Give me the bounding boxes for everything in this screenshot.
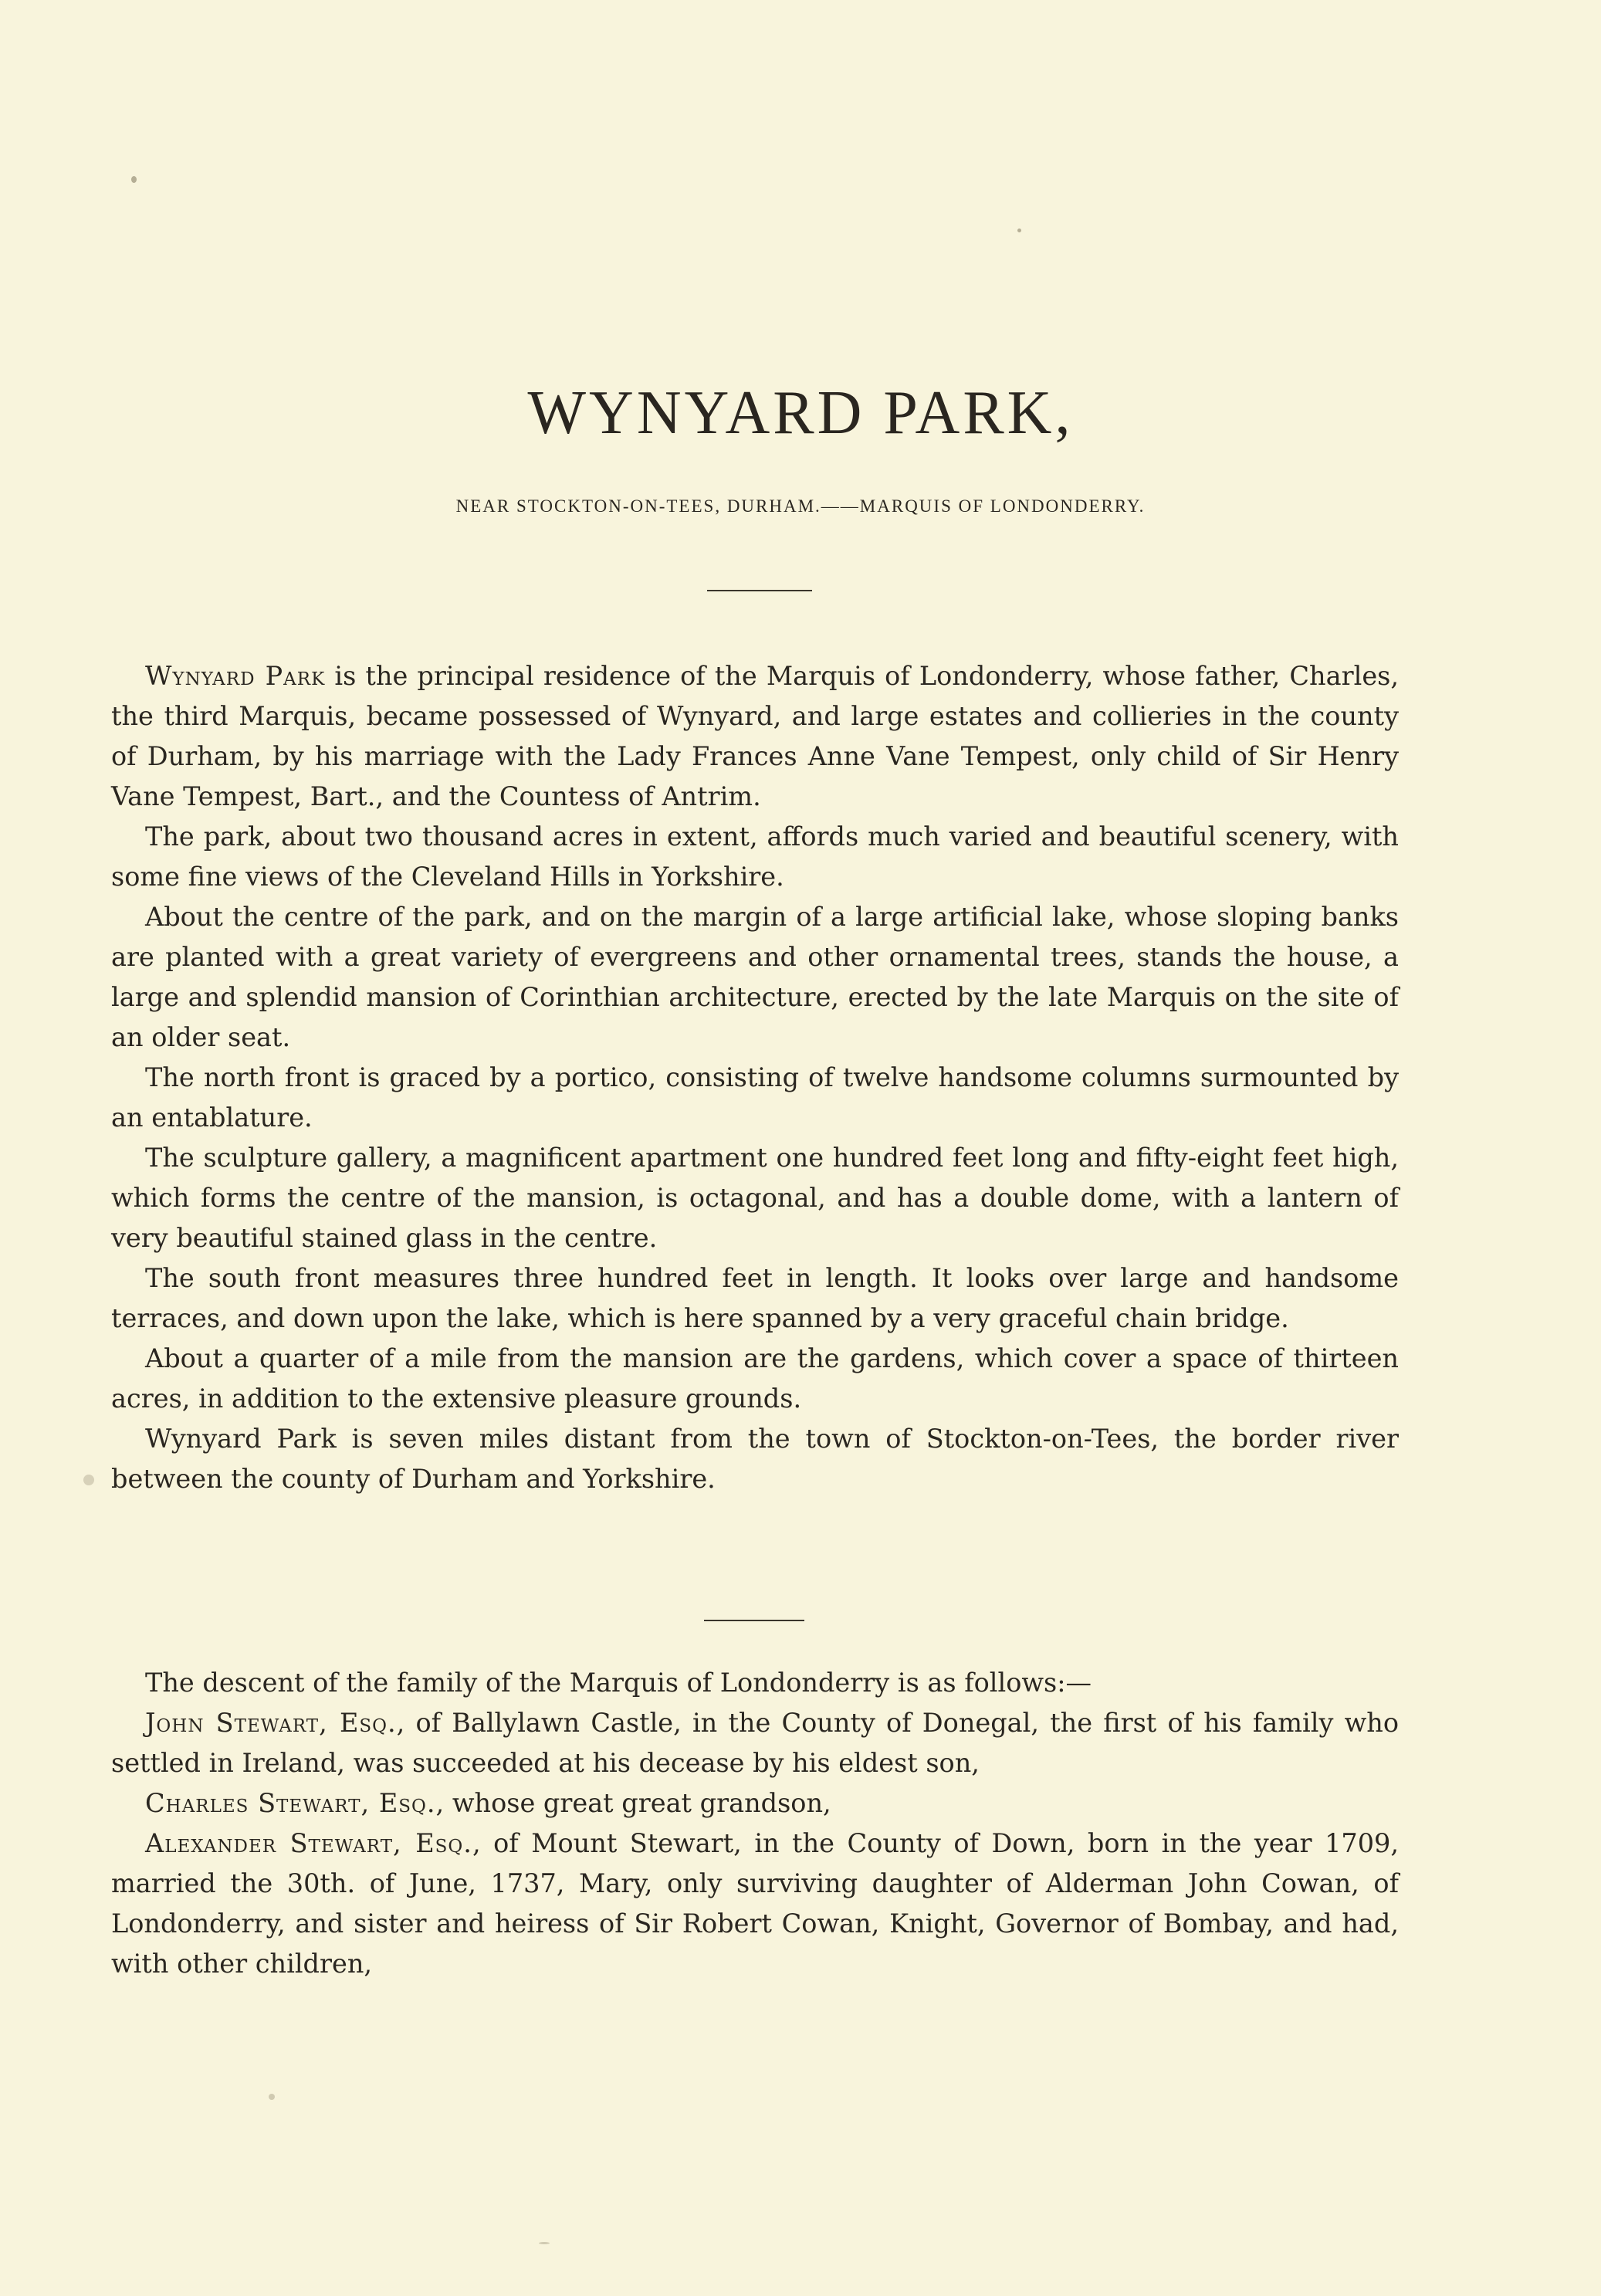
- paragraph-text: The descent of the family of the Marquis of Londonderry is as follows:—: [145, 1668, 1092, 1698]
- paragraph-text: The sculpture gallery, a magnificent apartment one hundred feet long and fifty-eight feet high, which forms the centre of the mansion, is octagonal, and has a double dome, with a lantern of very beautiful stained glass in the centre.: [111, 1143, 1399, 1253]
- page-title: WYNYARD PARK,: [527, 379, 1074, 447]
- paragraph: [111, 1419, 1399, 1499]
- section-divider: [707, 590, 812, 591]
- paragraph-text: The south front measures three hundred feet in length. It looks over large and handsome terraces, and down upon the lake, which is here spanned by a very graceful chain bridge.: [111, 1263, 1399, 1333]
- paragraph: [111, 1339, 1399, 1419]
- descent-section: [111, 1663, 1399, 1984]
- paper-speck: [83, 1475, 94, 1485]
- paragraph: [111, 1663, 1399, 1703]
- paragraph: [111, 1783, 1399, 1824]
- description-section: [111, 656, 1399, 1499]
- paragraph-text: , whose great great grandson,: [435, 1788, 831, 1818]
- paragraph-text: About a quarter of a mile from the mansion are the gardens, which cover a space of thirteen acres, in addition to the extensive pleasure grounds.: [111, 1343, 1399, 1414]
- paper-speck: [269, 2094, 275, 2100]
- page-subtitle: NEAR STOCKTON-ON-TEES, DURHAM.——MARQUIS OF LONDONDERRY.: [455, 496, 1146, 516]
- section-divider: [704, 1620, 804, 1621]
- paragraph-text: Wynyard Park is seven miles distant from the town of Stockton-on-Tees, the border river between the county of Durham and Yorkshire.: [111, 1424, 1399, 1494]
- paragraph-lead: Charles Stewart, Esq.: [145, 1788, 436, 1818]
- paper-speck: [539, 2242, 550, 2244]
- paragraph-lead: Alexander Stewart, Esq.: [145, 1828, 472, 1858]
- paragraph-lead: Wynyard Park: [145, 661, 326, 691]
- paper-speck: [1017, 229, 1021, 232]
- paragraph-lead: John Stewart, Esq.: [145, 1708, 397, 1738]
- paragraph-text: The park, about two thousand acres in extent, affords much varied and beautiful scenery, with some fine views of the Cleveland Hills in Yorkshire.: [111, 821, 1399, 892]
- paragraph: [111, 817, 1399, 897]
- paragraph: [111, 1058, 1399, 1138]
- paragraph-text: The north front is graced by a portico, consisting of twelve handsome columns surmounted by an entablature.: [111, 1062, 1399, 1133]
- paragraph-text: , of Ballylawn Castle, in the County of Donegal, the first of his family who settled in Ireland, was succeeded at his decease by his eldest son,: [111, 1708, 1399, 1778]
- paragraph-text: About the centre of the park, and on the margin of a large artificial lake, whose sloping banks are planted with a great variety of evergreens and other ornamental trees, stands the house, a large and splendid mansion of Corinthian architecture, erected by the late Marquis on the site of an older seat.: [111, 902, 1399, 1052]
- paragraph: [111, 656, 1399, 817]
- paragraph-text: is the principal residence of the Marquis of Londonderry, whose father, Charles, the third Marquis, became possessed of Wynyard, and large estates and collieries in the county of Durham, by his marriage with the Lady Frances Anne Vane Tempest, only child of Sir Henry Vane Tempest, Bart., and the Countess of Antrim.: [111, 661, 1400, 811]
- paragraph: [111, 897, 1399, 1058]
- paragraph: [111, 1138, 1399, 1258]
- paragraph: [111, 1824, 1399, 1984]
- paragraph: [111, 1703, 1399, 1783]
- paper-speck: [131, 176, 137, 183]
- paragraph: [111, 1258, 1399, 1339]
- paragraph-text: , of Mount Stewart, in the County of Down, born in the year 1709, married the 30th. of June, 1737, Mary, only surviving daughter of Alderman John Cowan, of Londonderry, and sister and heiress of Sir Robert Cowan, Knight, Governor of Bombay, and had, with other children,: [111, 1828, 1399, 1979]
